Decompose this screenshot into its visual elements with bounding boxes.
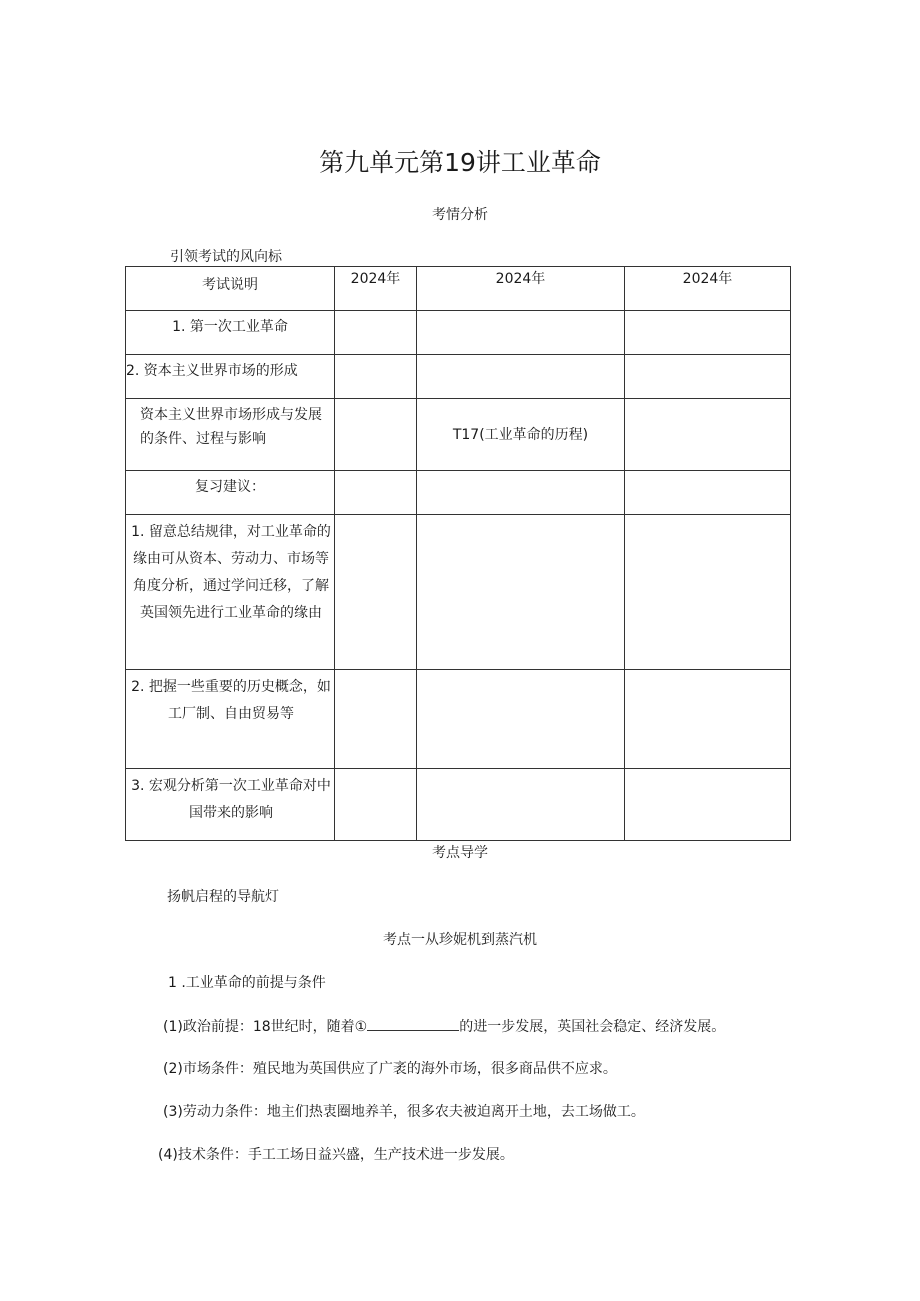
year-cell [417,515,625,670]
page-title: 第九单元第19讲工业革命 [319,148,601,177]
section-heading-kaodian: 考点导学 [432,845,488,861]
desc-cell: 3. 宏观分析第一次工业革命对中国带来的影响 [126,769,335,841]
year-cell [335,311,417,355]
paragraph-political [163,1016,725,1037]
year-cell [335,399,417,471]
paragraph-labor: (3)劳动力条件：地主们热衷圈地养羊，很多农夫被迫离开土地，去工场做工。 [163,1104,645,1120]
item-1-heading: 1 .工业革命的前提与条件 [168,975,326,991]
exam-table [125,266,791,841]
table-row [126,769,791,841]
year-cell [335,515,417,670]
year-cell [335,769,417,841]
year-cell [417,311,625,355]
year-cell [335,670,417,769]
desc-cell: 资本主义世界市场形成与发展的条件、过程与影响 [126,399,335,471]
paragraph-technology: (4)技术条件：手工工场日益兴盛，生产技术进一步发展。 [158,1147,514,1163]
paragraph-political-suffix: 的进一步发展，英国社会稳定、经济发展。 [459,1019,726,1035]
year-cell [417,670,625,769]
table-row [126,399,791,471]
year-cell [335,471,417,515]
year-cell [625,311,791,355]
year-cell [417,355,625,399]
year-cell [625,355,791,399]
year-cell [625,515,791,670]
paragraph-political-prefix: (1)政治前提：18世纪时，随着① [163,1019,368,1035]
year-cell [335,355,417,399]
table-row [126,670,791,769]
year-cell [625,399,791,471]
header-cell: 考试说明 [126,267,335,311]
table-row [126,515,791,670]
paragraph-market: (2)市场条件：殖民地为英国供应了广袤的海外市场，很多商品供不应求。 [163,1061,617,1077]
year-cell [417,769,625,841]
year-cell [417,471,625,515]
header-cell: 2024年 [625,267,791,311]
year-cell: T17(工业革命的历程) [417,399,625,471]
fill-in-blank[interactable] [367,1016,459,1031]
table-row [126,355,791,399]
desc-cell: 1. 留意总结规律，对工业革命的缘由可从资本、劳动力、市场等角度分析，通过学问迁移，了解英国领先进行工业革命的缘由 [126,515,335,670]
section-heading-kaoqing: 考情分析 [432,207,488,223]
desc-cell: 2. 把握一些重要的历史概念，如工厂制、自由贸易等 [126,670,335,769]
table-header-row [126,267,791,311]
desc-cell: 2. 资本主义世界市场的形成 [126,355,335,399]
header-cell: 2024年 [335,267,417,311]
table-row [126,471,791,515]
year-cell [625,769,791,841]
section-sublabel-fengxiang: 引领考试的风向标 [170,249,282,265]
desc-cell: 复习建议： [126,471,335,515]
kaodian-title: 考点一从珍妮机到蒸汽机 [383,932,537,948]
year-cell [625,471,791,515]
header-cell: 2024年 [417,267,625,311]
table-row [126,311,791,355]
desc-cell: 1. 第一次工业革命 [126,311,335,355]
year-cell [625,670,791,769]
section-sublabel-daohang: 扬帆启程的导航灯 [167,889,279,905]
